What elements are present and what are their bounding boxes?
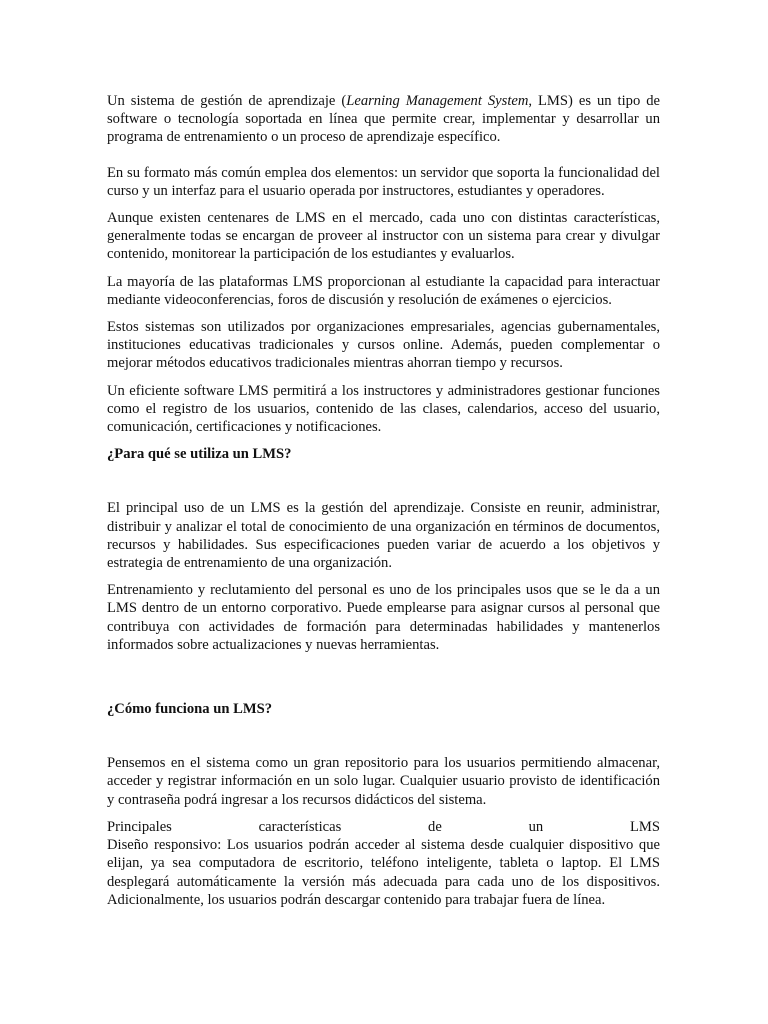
document-page — [107, 92, 660, 909]
paragraph-sistemas: Estos sistemas son utilizados por organizaciones empresariales, agencias gubernamentales, instituciones educativas tradicionales y cursos online. Además, pueden complementar o mejorar métodos educativos tradicionales mientras ahorran tiempo y recursos. — [107, 319, 660, 372]
paragraph-format: En su formato más común emplea dos elementos: un servidor que soporta la funcionalidad del curso y un interfaz para el usuario operada por instructores, estudiantes y operadores. — [107, 164, 660, 199]
paragraph-software: Un eficiente software LMS permitirá a los instructores y administradores gestionar funciones como el registro de los usuarios, contenido de las clases, calendarios, acceso del usuario, comunicación, certificaciones y notificaciones. — [107, 382, 660, 436]
paragraph-entrenamiento: Entrenamiento y reclutamiento del personal es uno de los principales usos que se le da a un LMS dentro de un entorno corporativo. Puede emplearse para asignar cursos al personal que contribuya con actividades de formación para determinadas habilidades y mantenerlos informados sobre actualizaciones y nuevas herramientas. — [107, 582, 660, 653]
paragraph-diseno-responsivo: Diseño responsivo: Los usuarios podrán acceder al sistema desde cualquier dispositivo que elijan, ya sea computadora de escritorio, teléfono inteligente, tableta o laptop. El LMS desplegará automáticamente la versión más adecuada para cada uno de los dispositivos. Adicionalmente, los usuarios podrán descargar contenido para trabajar fuera de línea. — [107, 837, 660, 908]
heading-para-que: ¿Para qué se utiliza un LMS? — [107, 446, 292, 463]
paragraph-plataformas: La mayoría de las plataformas LMS proporcionan al estudiante la capacidad para interactuar mediante videoconferencias, foros de discusión y resolución de exámenes o ejercicios. — [107, 273, 660, 308]
emphasis-lms-english: Learning Management System — [346, 93, 529, 109]
heading-como-funciona: ¿Cómo funciona un LMS? — [107, 701, 273, 718]
paragraph-centenares: Aunque existen centenares de LMS en el mercado, cada uno con distintas características, generalmente todas se encargan de proveer al instructor con un sistema para crear y divulgar contenido, monitorear la participación de los estudiantes y evaluarlos. — [107, 210, 660, 263]
paragraph-principal-uso: El principal uso de un LMS es la gestión del aprendizaje. Consiste en reunir, administrar, distribuir y analizar el total de conocimiento de una organización en términos de documentos, recursos y habilidades. Sus especificaciones pueden variar de acuerdo a los objetivos y estrategia de entrenamiento de una organización. — [107, 500, 660, 572]
paragraph-repositorio: Pensemos en el sistema como un gran repositorio para los usuarios permitiendo almacenar, acceder y registrar información en un solo lugar. Cualquier usuario provisto de identificación y contraseña podrá ingresar a los recursos didácticos del sistema. — [107, 755, 660, 808]
paragraph-intro: Un sistema de gestión de aprendizaje (Learning Management System, LMS) es un tipo de software o tecnología soportada en línea que permite crear, implementar y desarrollar un programa de entrenamiento o un proceso de aprendizaje específico. — [107, 93, 660, 146]
paragraph-caracteristicas-heading: Principales características de un LMS — [107, 818, 660, 835]
